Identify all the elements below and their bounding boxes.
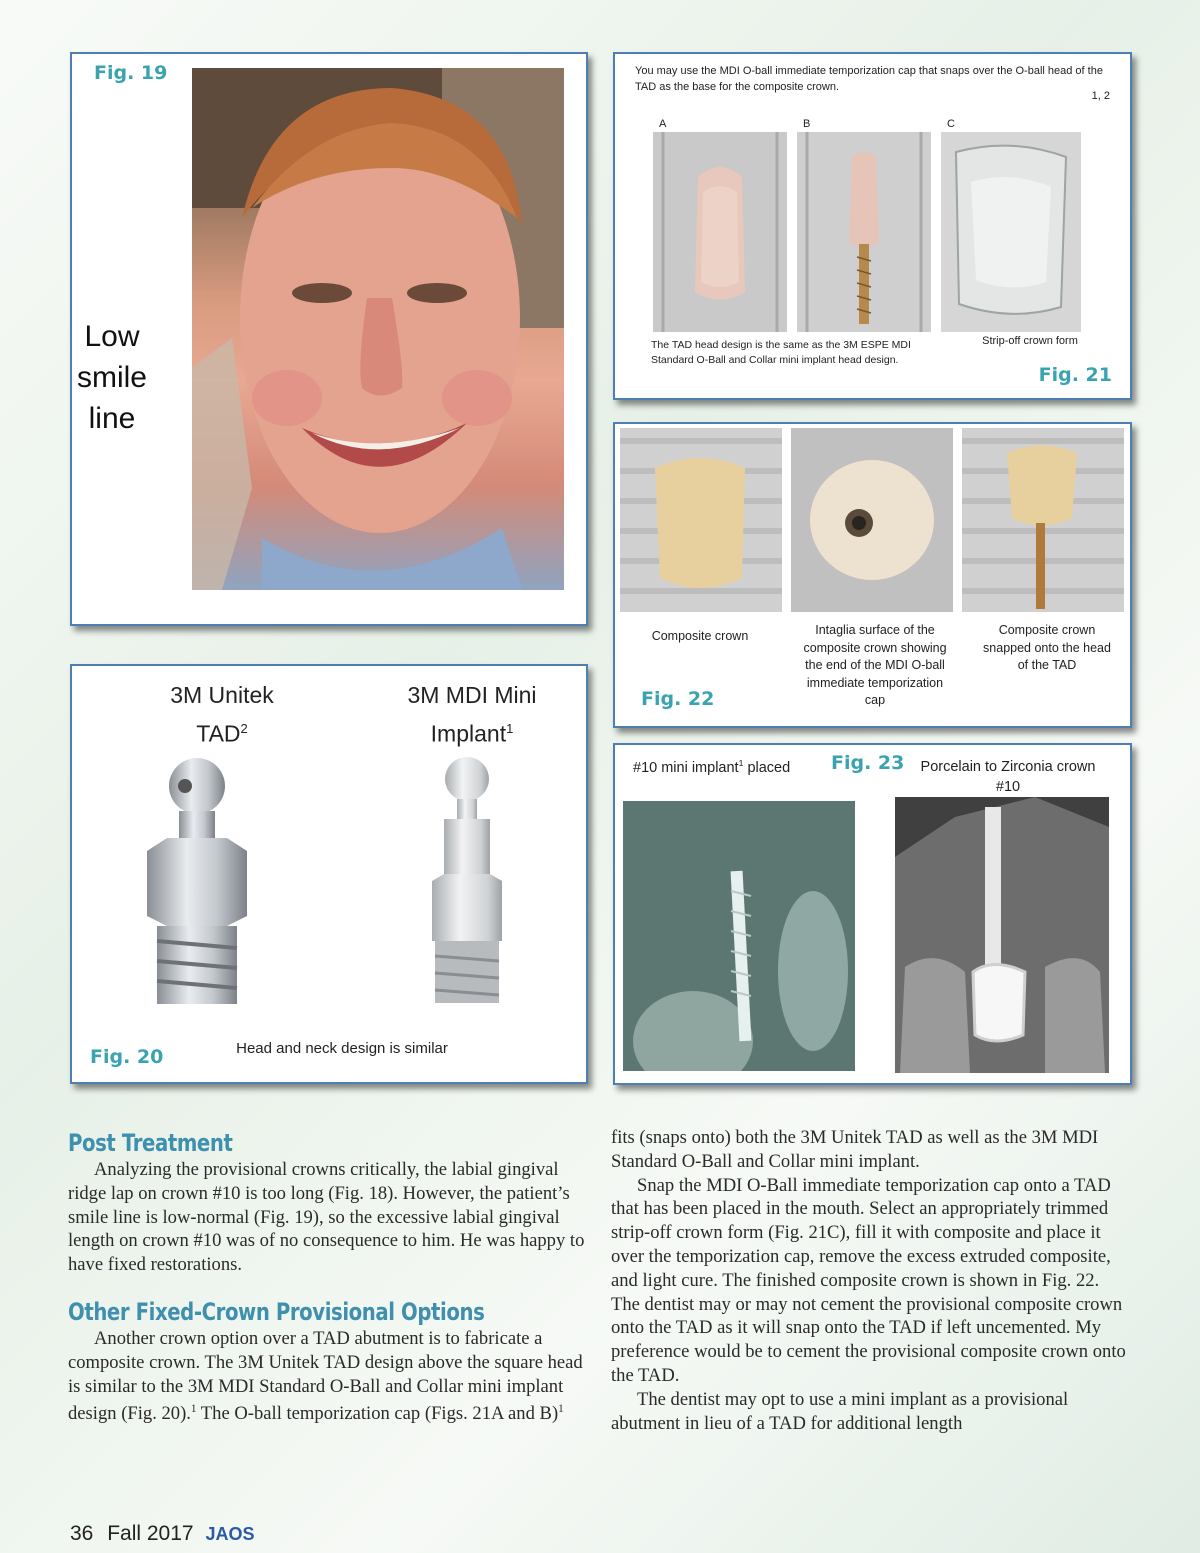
paragraph-mini-implant: The dentist may opt to use a mini implant as a provisional abutment in lieu of a TAD for additional length [611, 1388, 1069, 1434]
fig-21-intro: You may use the MDI O-ball immediate temporization cap that snaps over the O-ball head of the TAD as the base for the composite crown. [635, 65, 1103, 93]
paragraph-continued: fits (snaps onto) both the 3M Unitek TAD as well as the 3M MDI Standard O-Ball and Collar mini implant. [611, 1127, 1099, 1172]
xray-zirconia-crown [895, 797, 1109, 1073]
fig-23-label: Fig. 23 [831, 752, 905, 774]
photo-21a-cap [653, 132, 787, 332]
paragraph-snap: Snap the MDI O-Ball immediate temporization cap onto a TAD that has been placed in the mouth. Select an appropriately trimmed strip-off crown form (Fig. 21C), fill it with composite and place it over the temporization cap, remove the excess extruded composite, and light cure. The finished composite crown is shown in Fig. 22. The dentist may or may not cement the provisional composite crown onto the TAD as it will snap onto the TAD if left uncemented. My preference would be to cement the provisional composite crown onto the TAD. [611, 1174, 1126, 1386]
fig-21-refs: 1, 2 [1091, 90, 1110, 102]
panel-label-c: C [947, 118, 955, 130]
figure-21 [613, 52, 1132, 400]
page-footer [70, 1522, 254, 1546]
photo-21b-implant [797, 132, 931, 332]
fig-22-label: Fig. 22 [641, 688, 715, 710]
journal-name: JAOS [205, 1524, 255, 1544]
fig-22-caption-1: Composite crown [651, 629, 749, 643]
fig-20-right-title: 3M MDI Mini Implant$^1$ [407, 682, 537, 747]
figure-19 [70, 52, 588, 626]
panel-label-b: B [803, 118, 811, 130]
fig-20-label: Fig. 20 [90, 1046, 164, 1068]
panel-label-a: A [659, 118, 667, 130]
article-column-left [68, 1128, 588, 1426]
photo-22-intaglio-surface [791, 428, 953, 612]
figure-22 [613, 422, 1132, 728]
fig-21-caption-left: The TAD head design is the same as the 3M ESPE MDI Standard O-Ball and Collar mini implant head design. [651, 339, 911, 366]
fig-23-caption-right: Porcelain to Zirconia crown #10 [920, 759, 1096, 795]
heading-post-treatment: Post Treatment [68, 1129, 233, 1157]
smile-line-label: Low smile line [76, 320, 147, 435]
paragraph-other-options: Another crown option over a TAD abutment is to fabricate a composite crown. The 3M Unitek TAD design above the square head is similar to the 3M MDI Standard O-Ball and Collar mini implant design (Fig. 20).$^1$ The O-ball temporization cap (Figs. 21A and B)$^1$ [68, 1327, 583, 1425]
photo-22-composite-crown [620, 428, 782, 612]
page-number: 36 [70, 1522, 94, 1545]
photo-22-crown-on-tad [962, 428, 1124, 612]
issue-date: Fall 2017 [107, 1522, 194, 1545]
mdi-mini-implant-image [402, 751, 532, 1006]
figure-23 [613, 743, 1132, 1085]
patient-smile-photo [192, 68, 564, 590]
fig-21-caption-right: Strip-off crown form [982, 335, 1078, 347]
fig-20-left-title: 3M Unitek TAD$^2$ [170, 682, 274, 747]
fig-21-label: Fig. 21 [1038, 364, 1112, 386]
heading-other-options: Other Fixed-Crown Provisional Options [68, 1297, 485, 1326]
fig-22-caption-3: Composite crown snapped onto the head of the TAD [983, 623, 1111, 672]
paragraph-post-treatment: Analyzing the provisional crowns critically, the labial gingival ridge lap on crown #10 is too long (Fig. 18). However, the patient’s smile line is low-normal (Fig. 19), so the excessive labial gingival length on crown #10 was of no consequence to him. He was happy to have fixed restorations. [68, 1159, 585, 1276]
xray-mini-implant [623, 801, 855, 1071]
fig-22-caption-2: Intaglia surface of the composite crown showing the end of the MDI O-ball immediate temporization cap [803, 623, 947, 707]
article-column-right [611, 1126, 1129, 1435]
figure-20 [70, 664, 588, 1084]
photo-21c-crown-form [941, 132, 1081, 332]
fig-19-label: Fig. 19 [94, 62, 168, 84]
unitek-tad-image [127, 756, 257, 1006]
fig-20-caption: Head and neck design is similar [236, 1040, 448, 1057]
fig-23-caption-left: #10 mini implant$^1$ placed [633, 758, 791, 776]
